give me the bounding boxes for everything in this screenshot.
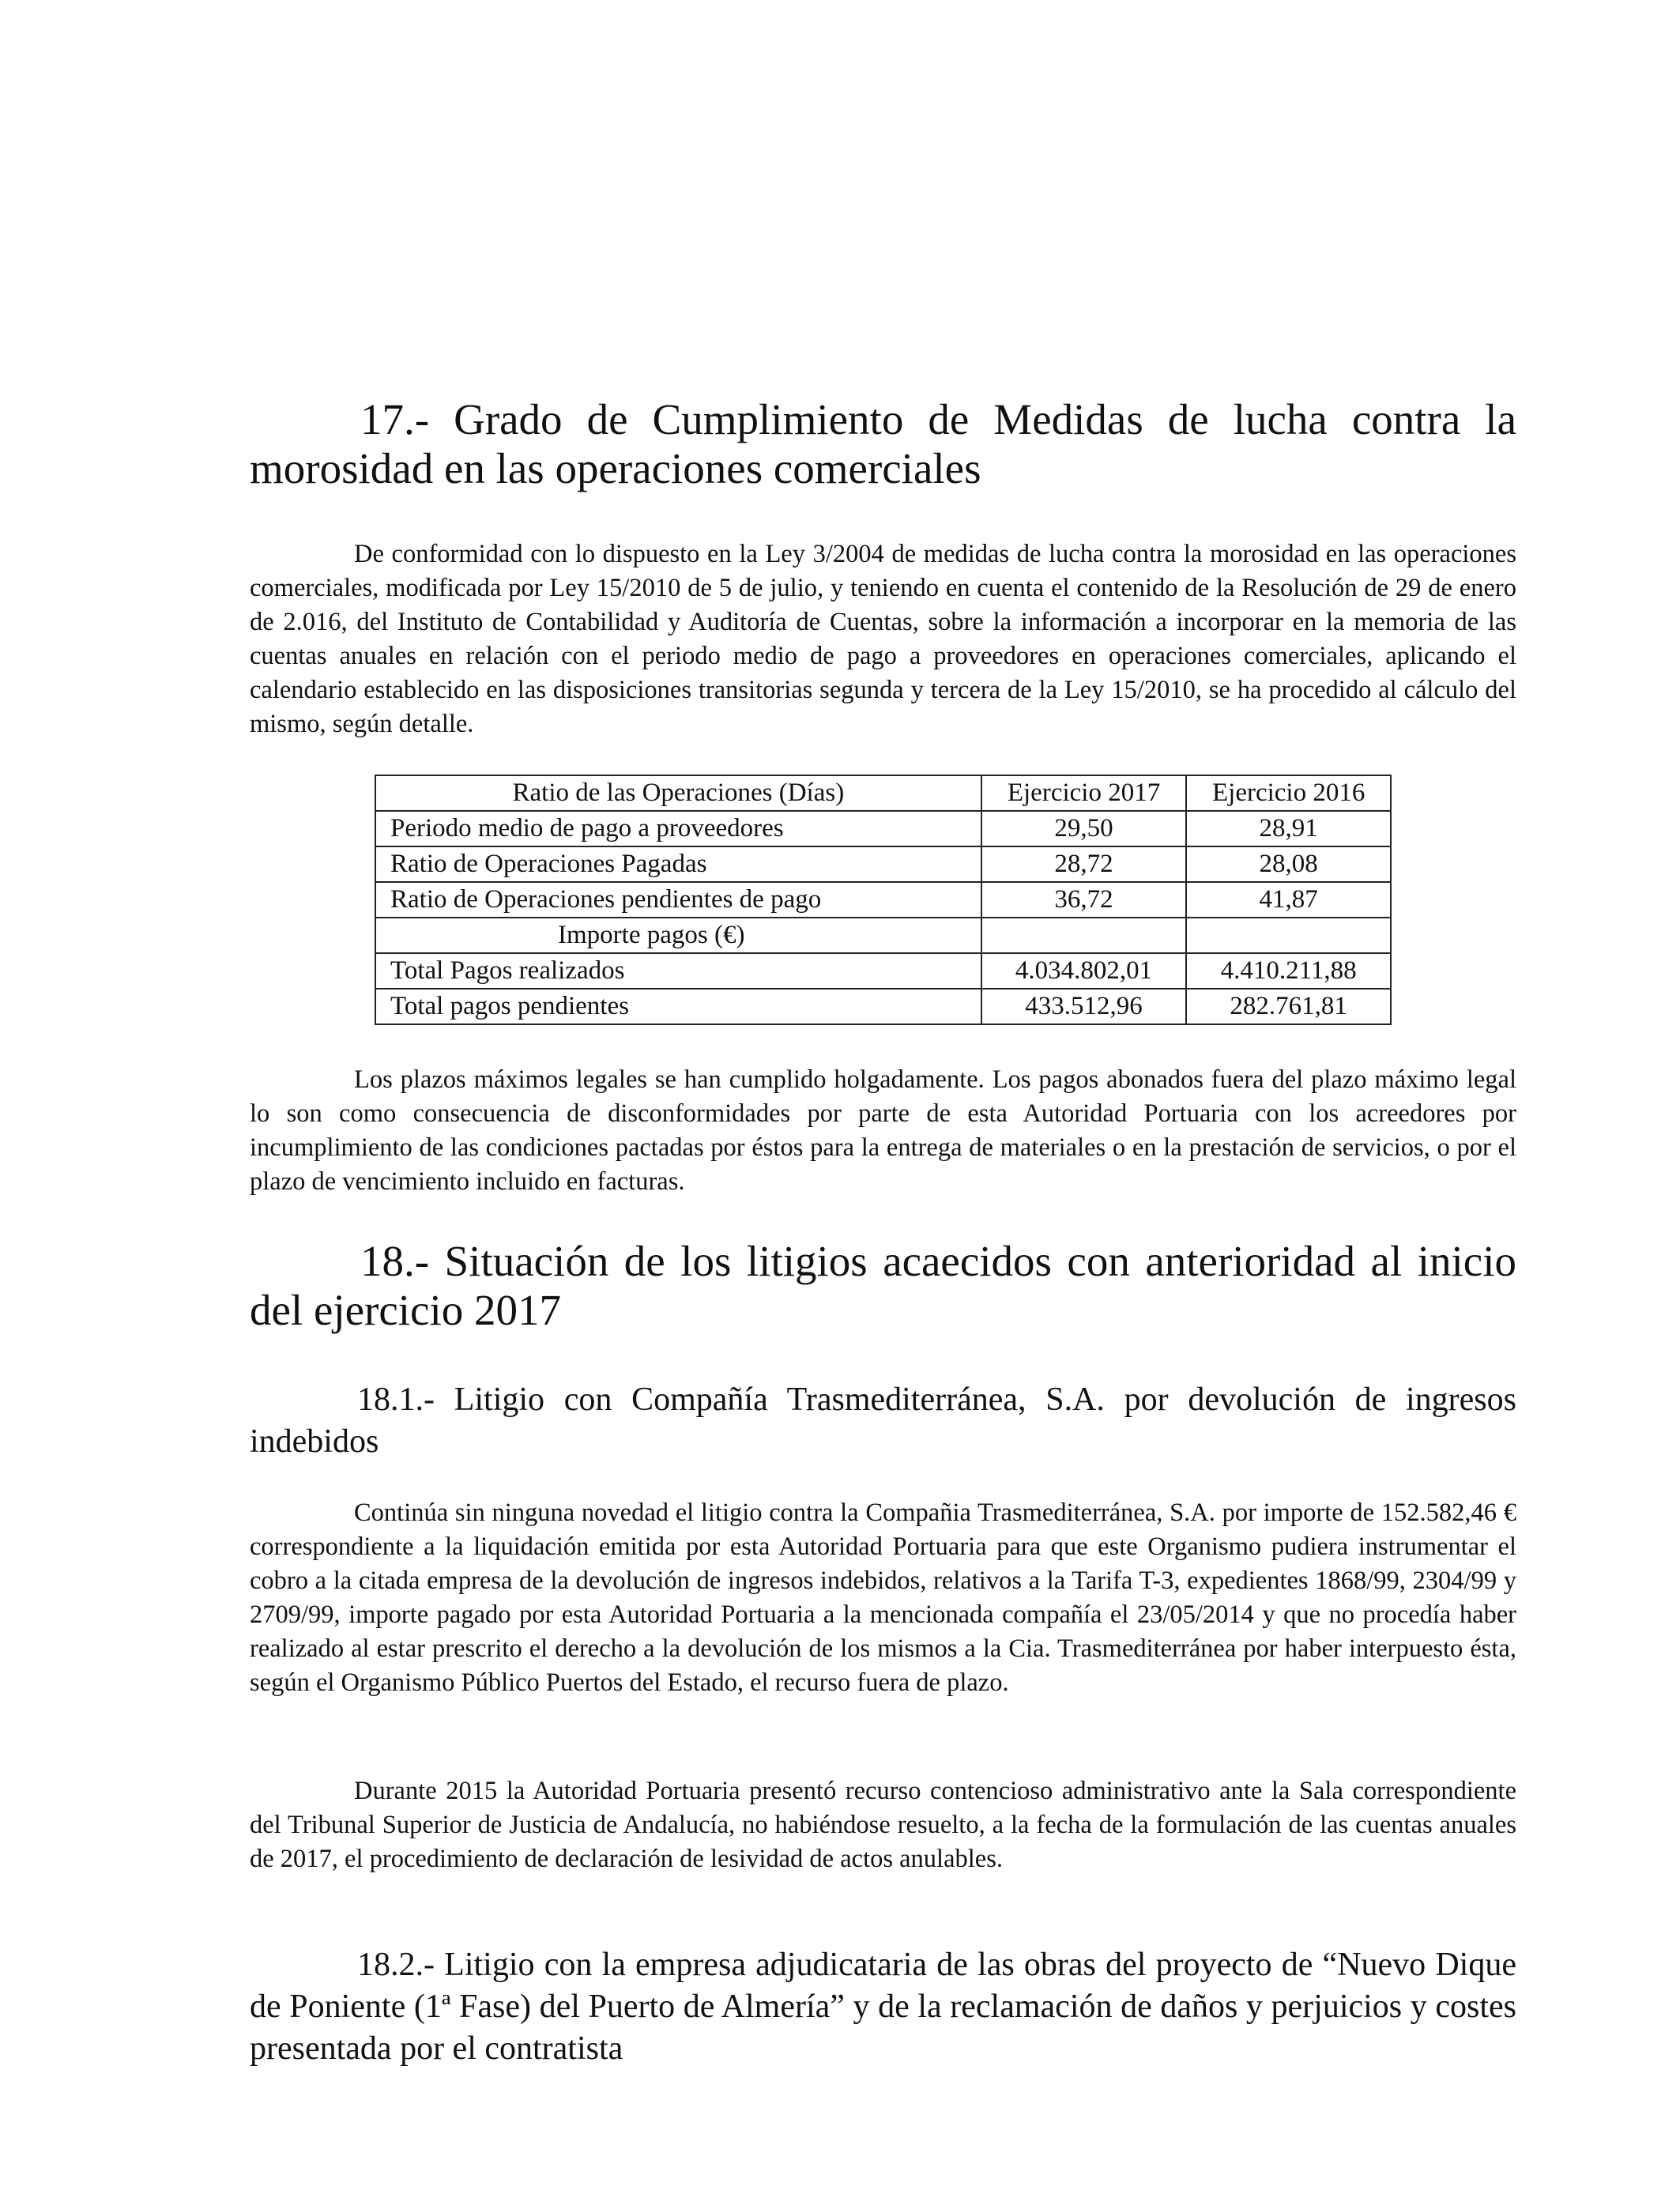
table-cell: 433.512,96 bbox=[981, 989, 1187, 1024]
table-cell: 36,72 bbox=[981, 882, 1187, 918]
table-cell: Total pagos pendientes bbox=[375, 989, 981, 1024]
table-cell: 4.410.211,88 bbox=[1186, 953, 1391, 989]
payment-ratio-table bbox=[375, 775, 1392, 1025]
table-header-cell: Ejercicio 2017 bbox=[981, 775, 1187, 811]
table-cell: Total Pagos realizados bbox=[375, 953, 981, 989]
table-cell: 29,50 bbox=[981, 811, 1187, 846]
table-cell: 282.761,81 bbox=[1186, 989, 1391, 1024]
section-18-1-heading: 18.1.- Litigio con Compañía Trasmediterránea, S.A. por devolución de ingresos indebidos bbox=[250, 1382, 1516, 1460]
section-18-2-heading: 18.2.- Litigio con la empresa adjudicataria de las obras del proyecto de “Nuevo Dique de Poniente (1ª Fase) del Puerto de Almería” y de la reclamación de daños y perjuicios y costes presentada por el contratista bbox=[250, 1947, 1516, 2067]
table-cell: 28,08 bbox=[1186, 846, 1391, 882]
table-cell: Periodo medio de pago a proveedores bbox=[375, 811, 981, 846]
table-subheader-cell: Importe pagos (€) bbox=[375, 918, 981, 953]
table-row bbox=[375, 811, 1391, 846]
section-17-heading: 17.- Grado de Cumplimiento de Medidas de lucha contra la morosidad en las operaciones comerciales bbox=[250, 395, 1516, 492]
table-cell-empty bbox=[981, 918, 1187, 953]
section-17-intro-paragraph: De conformidad con lo dispuesto en la Ley 3/2004 de medidas de lucha contra la morosidad en las operaciones comerciales, modificada por Ley 15/2010 de 5 de julio, y teniendo en cuenta el contenido de la Resolución de 29 de enero de 2.016, del Instituto de Contabilidad y Auditoría de Cuentas, sobre la información a incorporar en la memoria de las cuentas anuales en relación con el periodo medio de pago a proveedores en operaciones comerciales, aplicando el calendario establecido en las disposiciones transitorias segunda y tercera de la Ley 15/2010, se ha procedido al cálculo del mismo, según detalle. bbox=[250, 540, 1516, 738]
table-cell-empty bbox=[1186, 918, 1391, 953]
table-header-cell: Ejercicio 2016 bbox=[1186, 775, 1391, 811]
table-row bbox=[375, 953, 1391, 989]
table-cell: 28,91 bbox=[1186, 811, 1391, 846]
table-header-row bbox=[375, 775, 1391, 811]
table-header-cell: Ratio de las Operaciones (Días) bbox=[375, 775, 981, 811]
table-row bbox=[375, 846, 1391, 882]
table-cell: Ratio de Operaciones Pagadas bbox=[375, 846, 981, 882]
section-17-conclusion-paragraph: Los plazos máximos legales se han cumplido holgadamente. Los pagos abonados fuera del plazo máximo legal lo son como consecuencia de disconformidades por parte de esta Autoridad Portuaria con los acreedores por incumplimiento de las condiciones pactadas por éstos para la entrega de materiales o en la prestación de servicios, o por el plazo de vencimiento incluido en facturas. bbox=[250, 1065, 1516, 1196]
table-cell: 28,72 bbox=[981, 846, 1187, 882]
table-row bbox=[375, 882, 1391, 918]
table-cell: 4.034.802,01 bbox=[981, 953, 1187, 989]
table-subheader-row bbox=[375, 918, 1391, 953]
section-18-heading: 18.- Situación de los litigios acaecidos con anterioridad al inicio del ejercicio 2017 bbox=[250, 1237, 1516, 1334]
table-row bbox=[375, 989, 1391, 1024]
section-18-1-paragraph-1: Continúa sin ninguna novedad el litigio contra la Compañia Trasmediterránea, S.A. por importe de 152.582,46 € correspondiente a la liquidación emitida por esta Autoridad Portuaria para que este Organismo pudiera instrumentar el cobro a la citada empresa de la devolución de ingresos indebidos, relativos a la Tarifa T-3, expedientes 1868/99, 2304/99 y 2709/99, importe pagado por esta Autoridad Portuaria a la mencionada compañía el 23/05/2014 y que no procedía haber realizado al estar prescrito el derecho a la devolución de los mismos a la Cia. Trasmediterránea por haber interpuesto ésta, según el Organismo Público Puertos del Estado, el recurso fuera de plazo. bbox=[250, 1498, 1516, 1697]
section-18-1-paragraph-2: Durante 2015 la Autoridad Portuaria presentó recurso contencioso administrativo ante la Sala correspondiente del Tribunal Superior de Justicia de Andalucía, no habiéndose resuelto, a la fecha de la formulación de las cuentas anuales de 2017, el procedimiento de declaración de lesividad de actos anulables. bbox=[250, 1777, 1516, 1873]
table-cell: Ratio de Operaciones pendientes de pago bbox=[375, 882, 981, 918]
table-cell: 41,87 bbox=[1186, 882, 1391, 918]
